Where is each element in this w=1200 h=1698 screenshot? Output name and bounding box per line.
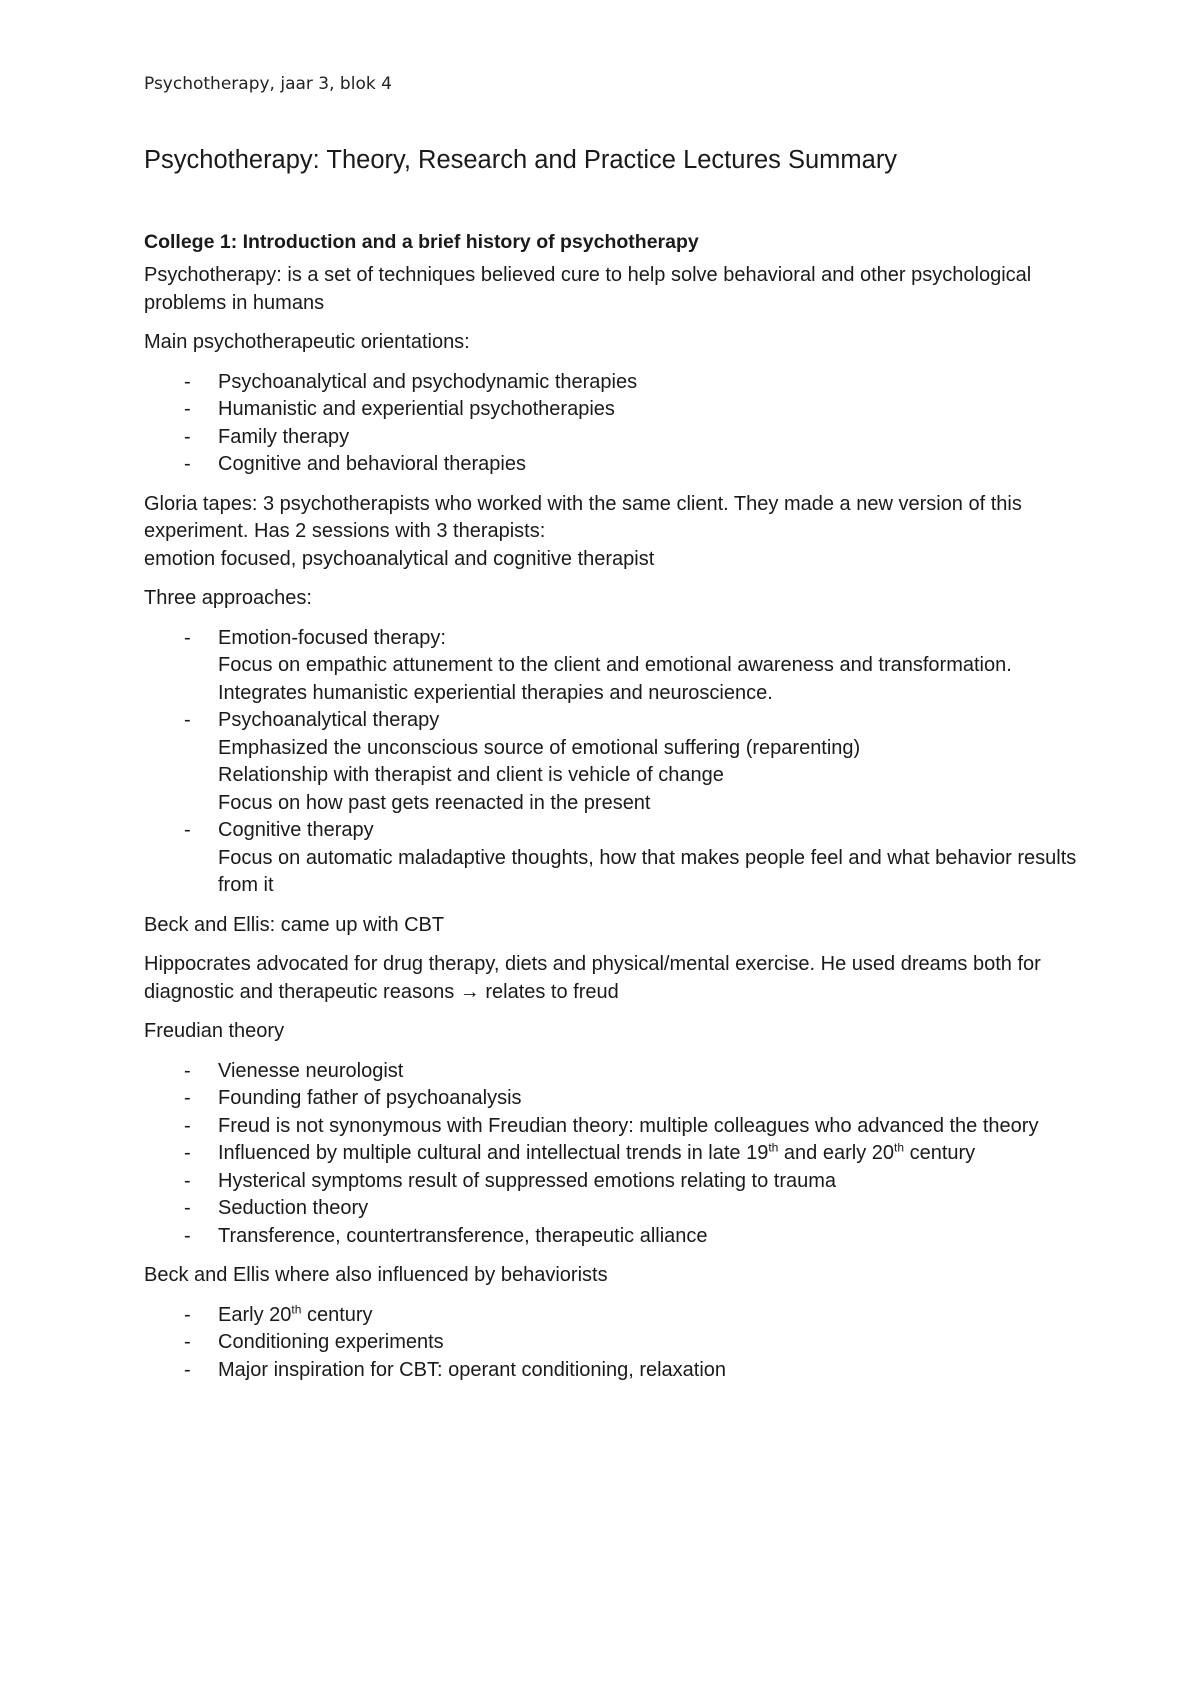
orientations-intro: Main psychotherapeutic orientations:	[144, 331, 470, 353]
approach-name: - Cognitive therapy	[218, 819, 374, 841]
list-item: - Cognitive and behavioral therapies	[144, 451, 1084, 479]
gloria-paragraph	[144, 491, 1084, 574]
approach-detail: Focus on empathic attunement to the client and emotional awareness and transformation. Integrates humanistic experiential therapies and neuroscience.	[218, 654, 1012, 704]
behaviorists-list	[144, 1302, 1084, 1385]
approach-name: - Psychoanalytical therapy	[218, 709, 440, 731]
orientations-list	[144, 369, 1084, 479]
list-item: - Transference, countertransference, therapeutic alliance	[144, 1223, 1084, 1251]
list-item	[144, 1140, 1084, 1168]
list-text: Early 20	[218, 1303, 292, 1326]
list-item: - Humanistic and experiential psychotherapies	[144, 396, 1084, 424]
document-title: Psychotherapy: Theory, Research and Practice Lectures Summary	[144, 146, 898, 174]
freudian-list	[144, 1058, 1084, 1251]
definition-paragraph: Psychotherapy: is a set of techniques believed cure to help solve behavioral and other psychological problems in humans	[144, 264, 1032, 314]
superscript: th	[291, 1301, 302, 1316]
arrow-right-icon: →	[459, 980, 480, 1003]
approach-detail: Focus on automatic maladaptive thoughts, how that makes people feel and what behavior results from it	[218, 846, 1077, 896]
freudian-heading: Freudian theory	[144, 1020, 285, 1042]
list-item: - Psychoanalytical and psychodynamic therapies	[144, 369, 1084, 397]
section-heading: College 1: Introduction and a brief history of psychotherapy	[144, 231, 699, 253]
approaches-intro: Three approaches:	[144, 587, 312, 609]
gloria-therapists: emotion focused, psychoanalytical and cognitive therapist	[144, 547, 655, 570]
hippocrates-conclusion: relates to freud	[485, 980, 619, 1003]
page-header: Psychotherapy, jaar 3, blok 4	[144, 74, 392, 94]
approach-detail: Focus on how past gets reenacted in the present	[218, 791, 651, 814]
hippocrates-paragraph	[144, 951, 1084, 1006]
document-body	[144, 140, 1084, 1384]
beck-paragraph: Beck and Ellis: came up with CBT	[144, 913, 445, 936]
hippocrates-text: Hippocrates advocated for drug therapy, diets and physical/mental exercise. He used dreams both for diagnostic and therapeutic reasons	[144, 953, 1041, 1003]
list-item: - Conditioning experiments	[144, 1329, 1084, 1357]
superscript: th	[768, 1140, 779, 1155]
list-item: - Vienesse neurologist	[144, 1058, 1084, 1086]
approach-detail: Relationship with therapist and client is vehicle of change	[218, 764, 724, 786]
list-text: century	[904, 1142, 976, 1164]
list-item	[144, 625, 1084, 708]
superscript: th	[894, 1140, 905, 1155]
list-item: - Family therapy	[144, 424, 1084, 452]
list-item: - Founding father of psychoanalysis	[144, 1085, 1084, 1113]
approach-detail: Emphasized the unconscious source of emotional suffering (reparenting)	[218, 736, 861, 759]
approaches-list	[144, 625, 1084, 900]
list-item: - Freud is not synonymous with Freudian theory: multiple colleagues who advanced the theory	[144, 1113, 1084, 1141]
list-item	[144, 1302, 1084, 1330]
approach-name: - Emotion-focused therapy:	[218, 626, 446, 649]
list-text: Influenced by multiple cultural and intellectual trends in late 19	[218, 1142, 769, 1164]
list-item: - Major inspiration for CBT: operant conditioning, relaxation	[144, 1357, 1084, 1385]
gloria-text: Gloria tapes: 3 psychotherapists who worked with the same client. They made a new version of this experiment. Has 2 sessions with 3 therapists:	[144, 492, 1022, 542]
list-item	[144, 817, 1084, 900]
list-item: - Seduction theory	[144, 1195, 1084, 1223]
list-text: century	[301, 1303, 373, 1326]
list-item	[144, 707, 1084, 817]
behaviorists-paragraph: Beck and Ellis where also influenced by behaviorists	[144, 1264, 608, 1286]
list-text: and early 20	[778, 1142, 894, 1164]
list-item: - Hysterical symptoms result of suppressed emotions relating to trauma	[144, 1168, 1084, 1196]
